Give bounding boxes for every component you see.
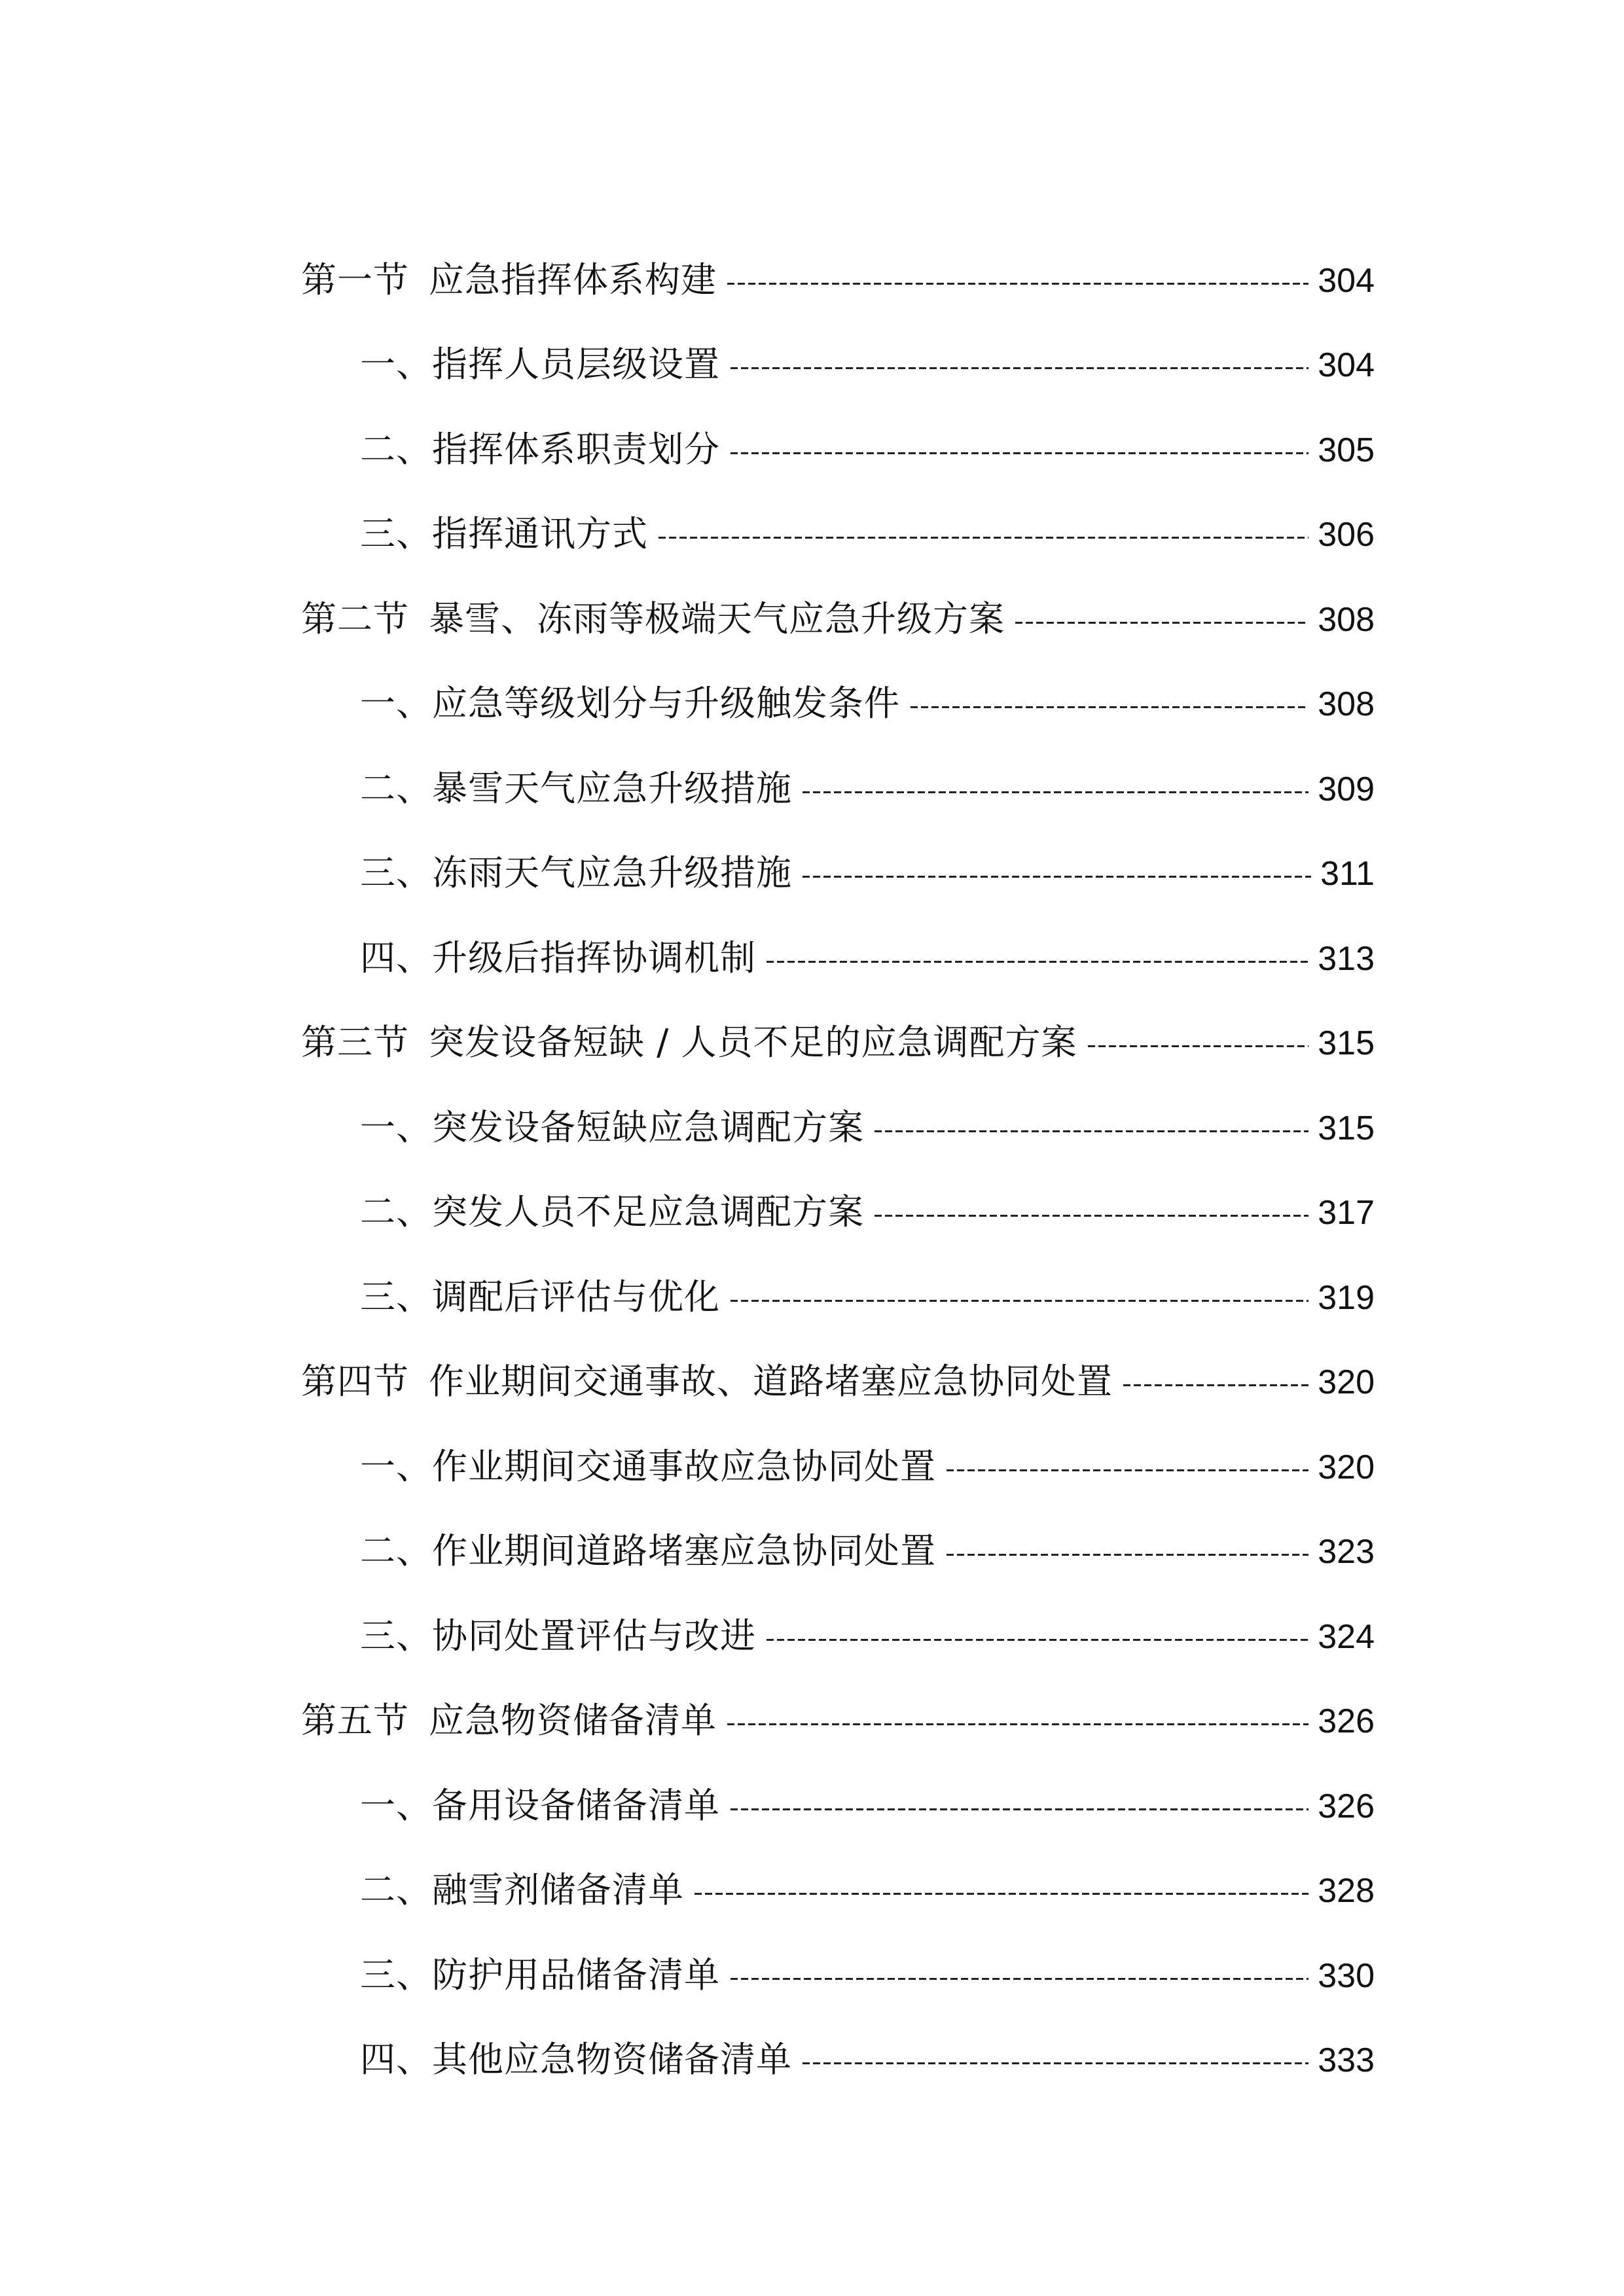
dot-leader: [727, 283, 1308, 285]
toc-subsection-entry[interactable]: [301, 298, 1375, 383]
toc-entry-title: 一、备用设备储备清单: [360, 1784, 720, 1826]
toc-entry-title: [301, 259, 727, 300]
dot-leader: [731, 1808, 1308, 1810]
section-title: 应急指挥体系构建: [429, 259, 717, 300]
toc-entry-title: 三、防护用品储备清单: [360, 1954, 720, 1996]
page-number: 308: [1318, 685, 1375, 723]
page-number: 320: [1318, 1363, 1375, 1401]
dot-leader: [731, 367, 1308, 369]
toc-subsection-entry[interactable]: [301, 891, 1375, 976]
page-number: 315: [1318, 1024, 1375, 1062]
page-number: 304: [1318, 261, 1375, 300]
dot-leader: [731, 1978, 1308, 1980]
dot-leader: [947, 1554, 1308, 1556]
toc-entry-title: 四、其他应急物资储备清单: [360, 2039, 792, 2080]
toc-subsection-entry[interactable]: [301, 1908, 1375, 1996]
toc-entry-title: 三、指挥通讯方式: [360, 513, 648, 554]
page-number: 309: [1318, 770, 1375, 808]
page-number: 328: [1318, 1872, 1375, 1910]
toc-section-entry[interactable]: [301, 552, 1375, 637]
page-number: 319: [1318, 1278, 1375, 1317]
dot-leader: [803, 876, 1311, 878]
toc-subsection-entry[interactable]: [301, 1230, 1375, 1318]
section-title: 应急物资储备清单: [429, 1700, 717, 1741]
dot-leader: [731, 452, 1308, 454]
dot-leader: [1015, 622, 1308, 624]
toc-subsection-entry[interactable]: [301, 806, 1375, 891]
section-number: 第五节: [301, 1700, 409, 1741]
section-title: 作业期间交通事故、道路堵塞应急协同处置: [429, 1361, 1113, 1402]
dot-leader: [1123, 1384, 1308, 1386]
toc-entry-title: 二、融雪剂储备清单: [360, 1869, 684, 1910]
toc-subsection-entry[interactable]: [301, 1738, 1375, 1826]
toc-subsection-entry[interactable]: [301, 1484, 1375, 1570]
toc-entry-title: 三、调配后评估与优化: [360, 1276, 720, 1318]
toc-entry-title: [301, 1361, 1123, 1402]
page-number: 306: [1318, 516, 1375, 554]
toc-entry-title: [301, 1022, 1088, 1063]
dot-leader: [803, 791, 1308, 793]
toc-section-entry[interactable]: [301, 1654, 1375, 1739]
page-number: 304: [1318, 346, 1375, 384]
toc-subsection-entry[interactable]: [301, 1823, 1375, 1909]
toc-entry-title: 三、冻雨天气应急升级措施: [360, 852, 792, 893]
dot-leader: [911, 706, 1308, 708]
toc-entry-title: 二、指挥体系职责划分: [360, 428, 720, 470]
toc-entry-title: 二、暴雪天气应急升级措施: [360, 767, 792, 809]
toc-subsection-entry[interactable]: [301, 721, 1375, 809]
dot-leader: [659, 537, 1308, 539]
page-number: 324: [1318, 1617, 1375, 1656]
page-number: 323: [1318, 1533, 1375, 1571]
dot-leader: [731, 1300, 1308, 1302]
toc-section-entry[interactable]: [301, 976, 1375, 1061]
section-title: 突发设备短缺 / 人员不足的应急调配方案: [429, 1022, 1077, 1063]
dot-leader: [875, 1215, 1308, 1217]
toc-subsection-entry[interactable]: [301, 1569, 1375, 1657]
page-number: 313: [1318, 939, 1375, 978]
toc-entry-title: 一、作业期间交通事故应急协同处置: [360, 1445, 936, 1487]
dot-leader: [947, 1469, 1308, 1471]
page-number: 326: [1318, 1787, 1375, 1825]
page-number: 311: [1320, 855, 1375, 893]
toc-subsection-entry[interactable]: [301, 382, 1375, 470]
toc-subsection-entry[interactable]: [301, 1399, 1375, 1487]
section-title: 暴雪、冻雨等极端天气应急升级方案: [429, 598, 1005, 639]
toc-subsection-entry[interactable]: [301, 1993, 1375, 2078]
toc-subsection-entry[interactable]: [301, 1060, 1375, 1148]
toc-entry-title: 一、指挥人员层级设置: [360, 344, 720, 385]
dot-leader: [695, 1893, 1308, 1895]
page-number: 320: [1318, 1448, 1375, 1486]
toc-entry-title: [301, 598, 1015, 639]
table-of-contents: [301, 213, 1375, 2080]
page-number: 305: [1318, 431, 1375, 469]
page-number: 317: [1318, 1194, 1375, 1232]
dot-leader: [727, 1723, 1308, 1725]
page-number: 315: [1318, 1109, 1375, 1147]
toc-entry-title: 三、协同处置评估与改进: [360, 1615, 756, 1657]
section-number: 第四节: [301, 1361, 409, 1402]
toc-subsection-entry[interactable]: [301, 637, 1375, 722]
dot-leader: [767, 1639, 1308, 1641]
section-number: 第三节: [301, 1022, 409, 1063]
page-number: 326: [1318, 1702, 1375, 1740]
toc-section-entry[interactable]: [301, 1315, 1375, 1400]
section-number: 第一节: [301, 259, 409, 300]
toc-entry-title: 四、升级后指挥协调机制: [360, 937, 756, 978]
page-number: 333: [1318, 2041, 1375, 2079]
dot-leader: [1088, 1045, 1309, 1047]
toc-section-entry[interactable]: [301, 213, 1375, 298]
toc-entry-title: [301, 1700, 727, 1741]
dot-leader: [875, 1130, 1308, 1132]
toc-subsection-entry[interactable]: [301, 467, 1375, 552]
dot-leader: [803, 2062, 1308, 2064]
section-number: 第二节: [301, 598, 409, 639]
toc-entry-title: 一、突发设备短缺应急调配方案: [360, 1106, 864, 1148]
page-number: 330: [1318, 1956, 1375, 1995]
toc-subsection-entry[interactable]: [301, 1145, 1375, 1230]
toc-entry-title: 二、作业期间道路堵塞应急协同处置: [360, 1530, 936, 1571]
dot-leader: [767, 961, 1308, 963]
toc-entry-title: 一、应急等级划分与升级触发条件: [360, 683, 900, 724]
toc-entry-title: 二、突发人员不足应急调配方案: [360, 1191, 864, 1232]
page-number: 308: [1318, 600, 1375, 639]
